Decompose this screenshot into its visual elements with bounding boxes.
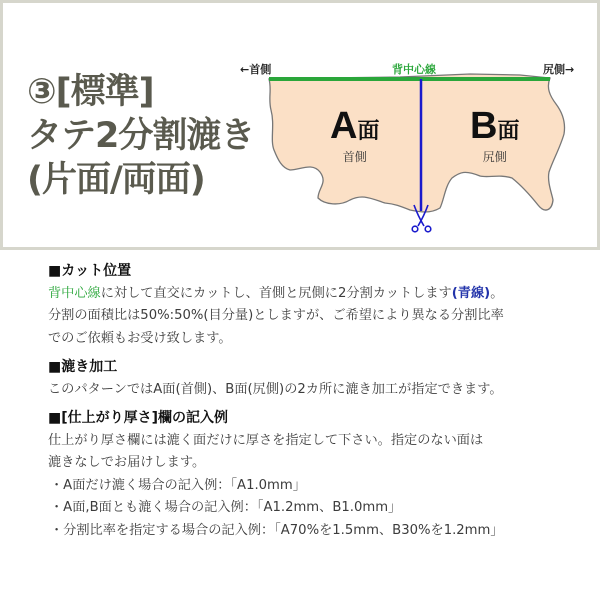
thickness-line-1: 仕上がり厚さ欄には漉く面だけに厚さを指定して下さい。指定のない面は [48,432,484,448]
leather-hide [269,74,565,212]
title-line-1: ③[標準] [27,72,154,112]
face-a [330,106,379,165]
title-line-2: タテ2分割漉き [27,116,255,156]
cut-position-heading: ■カット位置 [48,263,132,279]
blue-line-term: (青線) [451,285,491,301]
spine-line-label: 背中心線 [392,63,436,76]
face-a-sub: 首側 [342,150,367,164]
neck-side-label: ←首側 [240,63,272,76]
thickness-heading: ■[仕上がり厚さ]欄の記入例 [48,410,229,426]
cut-text: に対して直交にカットし、首側と尻側に2分割カットします [100,285,452,301]
face-b-sub: 尻側 [482,150,507,164]
example-bullet: ・A面だけ漉く場合の記入例：「A1.0mm」 [50,477,306,493]
skiving-line-1: このパターンではA面(首側)、B面(尻側)の2カ所に漉き加工が指定できます。 [48,381,503,397]
face-b-men: 面 [497,119,520,144]
thickness-line-2: 漉きなしでお届けします。 [48,455,206,470]
skiving-heading: ■漉き加工 [48,359,118,375]
cut-position-line-3: でのご依頼もお受け致します。 [48,330,232,346]
title-line-3: (片面/両面) [27,160,205,200]
split-diagram [0,0,600,250]
face-a-men: 面 [357,119,380,144]
example-bullet: ・分割比率を指定する場合の記入例：「A70%を1.5mm、B30%を1.2mm」 [50,522,504,538]
description [48,260,588,542]
period: 。 [490,285,504,301]
face-b-letter: B [470,105,498,147]
spine-term: 背中心線 [48,285,101,301]
tail-side-label: 尻側→ [543,63,575,76]
cut-position-line-1 [48,283,588,306]
face-a-letter: A [330,105,358,147]
cut-position-line-2: 分割の面積比は50%:50%(目分量)としますが、ご希望により異なる分割比率 [48,308,504,323]
example-bullet: ・A面,B面とも漉く場合の記入例：「A1.2mm、B1.0mm」 [50,500,402,515]
face-b [470,106,519,165]
